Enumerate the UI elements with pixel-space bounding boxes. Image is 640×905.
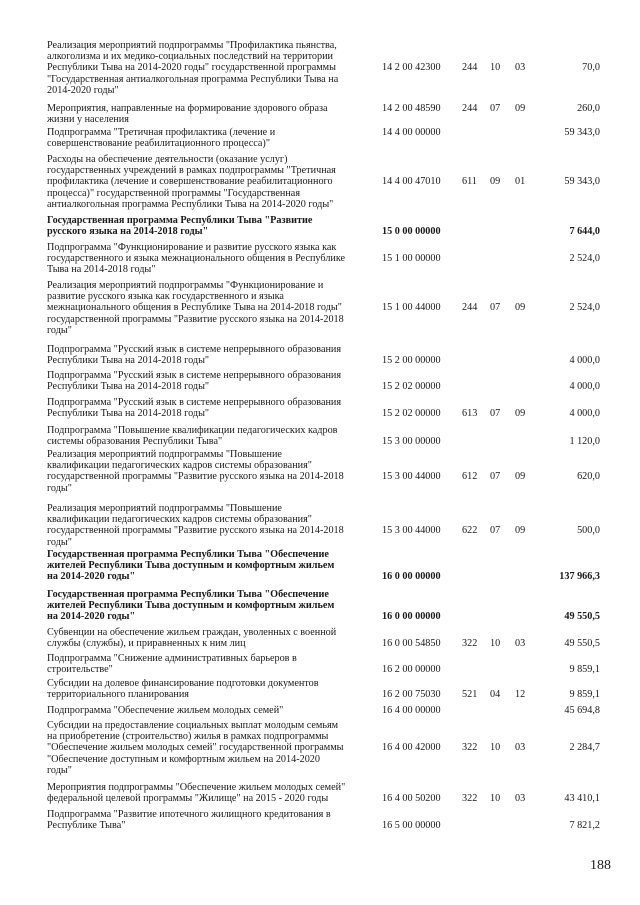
row-amount: 260,0 <box>577 103 600 114</box>
row-expense-type: 322 <box>462 638 478 650</box>
row-description: Подпрограмма "Развитие ипотечного жилищного кредитования в Республике Тыва" <box>47 809 331 832</box>
row-subsection: 09 <box>515 302 526 314</box>
row-code: 16 0 00 00000 <box>382 571 441 583</box>
row-subsection: 03 <box>515 793 526 805</box>
row-amount: 2 524,0 <box>569 302 600 314</box>
row-code: 16 2 00 00000 <box>382 664 441 676</box>
row-expense-type: 244 <box>462 62 478 74</box>
row-section: 10 <box>490 638 501 650</box>
row-description: Реализация мероприятий подпрограммы "Повышение квалификации педагогических кадров системы образования" государственной программы "Развитие русского языка на 2014-2018 годы" <box>47 449 344 494</box>
row-description: Государственная программа Республики Тыва "Обеспечение жителей Республики Тыва доступным и комфортным жильем на 2014-2020 годы" <box>47 589 335 623</box>
row-subsection: 03 <box>515 638 526 650</box>
row-amount: 49 550,5 <box>564 638 600 650</box>
row-description: Мероприятия подпрограммы "Обеспечение жильем молодых семей" федеральной целевой программы "Жилище" на 2015 - 2020 годы <box>47 782 346 805</box>
row-description: Мероприятия, направленные на формирование здорового образа жизни у населения <box>47 103 328 126</box>
row-code: 14 2 00 42300 <box>382 62 441 74</box>
row-amount: 2 284,7 <box>569 742 600 754</box>
row-code: 15 3 00 44000 <box>382 471 441 483</box>
row-amount: 4 000,0 <box>569 408 600 420</box>
row-code: 14 4 00 47010 <box>382 176 441 188</box>
row-amount: 49 550,5 <box>564 611 600 623</box>
row-subsection: 09 <box>515 471 526 483</box>
row-subsection: 09 <box>515 103 526 114</box>
row-description: Подпрограмма "Русский язык в системе непрерывного образования Республики Тыва на 2014-2018 годы" <box>47 344 342 367</box>
row-code: 15 2 00 00000 <box>382 355 441 367</box>
row-code: 16 5 00 00000 <box>382 820 441 832</box>
row-amount: 1 120,0 <box>569 436 600 448</box>
row-description: Подпрограмма "Повышение квалификации педагогических кадров системы образования Республики Тыва" <box>47 425 338 448</box>
row-description: Субвенции на обеспечение жильем граждан, уволенных с военной службы (службы), и приравненных к ним лиц <box>47 627 337 650</box>
row-description: Подпрограмма "Снижение административных барьеров в строительстве" <box>47 653 297 676</box>
row-section: 07 <box>490 408 501 420</box>
row-amount: 59 343,0 <box>564 127 600 138</box>
row-description: Подпрограмма "Русский язык в системе непрерывного образования Республики Тыва на 2014-2018 годы" <box>47 370 342 393</box>
row-code: 16 4 00 00000 <box>382 705 441 716</box>
row-code: 16 0 00 00000 <box>382 611 441 623</box>
row-description: Подпрограмма "Третичная профилактика (лечение и совершенствование реабилитационного процесса)" <box>47 127 276 150</box>
row-description: Подпрограмма "Функционирование и развитие русского языка как государственного и языка межнационального общения в Республике Тыва на 2014-2018 годы" <box>47 242 346 276</box>
row-code: 15 3 00 44000 <box>382 525 441 537</box>
row-description: Реализация мероприятий подпрограммы "Профилактика пьянства, алкоголизма и их медико-социальных последствий на территории Республики Тыва на 2014-2020 годы" государственной программы "Государственная антиалкогольная программа Республики Тыва на 2014-2020 годы" <box>47 40 339 96</box>
row-amount: 4 000,0 <box>569 381 600 393</box>
page-number: 188 <box>590 858 611 873</box>
row-subsection: 09 <box>515 525 526 537</box>
row-amount: 9 859,1 <box>569 689 600 701</box>
row-expense-type: 622 <box>462 525 478 537</box>
row-amount: 7 821,2 <box>569 820 600 832</box>
row-amount: 137 966,3 <box>559 571 600 583</box>
row-description: Реализация мероприятий подпрограммы "Повышение квалификации педагогических кадров системы образования" государственной программы "Развитие русского языка на 2014-2018 годы" <box>47 503 344 548</box>
row-amount: 2 524,0 <box>569 253 600 265</box>
row-amount: 7 644,0 <box>569 226 600 238</box>
row-section: 10 <box>490 793 501 805</box>
row-description: Расходы на обеспечение деятельности (оказание услуг) государственных учреждений в рамках подпрограммы "Третичная профилактика (лечение и совершенствование реабилитационного процесса)" государственной программы "Государственная антиалкогольная программа Республики Тыва на 2014-2020 годы" <box>47 154 336 210</box>
row-code: 16 4 00 42000 <box>382 742 441 754</box>
row-expense-type: 322 <box>462 793 478 805</box>
row-code: 16 2 00 75030 <box>382 689 441 701</box>
row-description: Субсидии на предоставление социальных выплат молодым семьям на приобретение (строительство) жилья в рамках подпрограммы "Обеспечение жильем молодых семей" государственной программы "Обеспечение доступным и комфортным жильем на 2014-2020 годы" <box>47 720 344 776</box>
row-amount: 4 000,0 <box>569 355 600 367</box>
row-section: 07 <box>490 103 501 114</box>
row-code: 15 3 00 00000 <box>382 436 441 448</box>
row-subsection: 09 <box>515 408 526 420</box>
row-description: Субсидии на долевое финансирование подготовки документов территориального планирования <box>47 678 319 701</box>
row-description: Государственная программа Республики Тыва "Развитие русского языка на 2014-2018 годы" <box>47 215 313 238</box>
row-expense-type: 322 <box>462 742 478 754</box>
row-section: 10 <box>490 742 501 754</box>
row-amount: 500,0 <box>577 525 600 537</box>
row-section: 09 <box>490 176 501 188</box>
row-amount: 620,0 <box>577 471 600 483</box>
row-subsection: 01 <box>515 176 526 188</box>
row-amount: 43 410,1 <box>564 793 600 805</box>
row-subsection: 03 <box>515 742 526 754</box>
row-section: 07 <box>490 471 501 483</box>
row-expense-type: 521 <box>462 689 478 701</box>
row-expense-type: 244 <box>462 103 478 114</box>
row-expense-type: 244 <box>462 302 478 314</box>
row-amount: 45 694,8 <box>564 705 600 716</box>
row-code: 14 2 00 48590 <box>382 103 441 114</box>
row-section: 10 <box>490 62 501 74</box>
row-subsection: 03 <box>515 62 526 74</box>
row-code: 15 0 00 00000 <box>382 226 441 238</box>
row-amount: 59 343,0 <box>564 176 600 188</box>
row-code: 16 0 00 54850 <box>382 638 441 650</box>
row-description: Реализация мероприятий подпрограммы "Функционирование и развитие русского языка как государственного и языка межнационального общения в Республике Тыва на 2014-2018 годы" государственной программы "Развитие русского языка на 2014-2018 годы" <box>47 280 344 336</box>
row-code: 14 4 00 00000 <box>382 127 441 138</box>
row-section: 04 <box>490 689 501 701</box>
row-description: Подпрограмма "Обеспечение жильем молодых семей" <box>47 705 284 716</box>
row-code: 16 4 00 50200 <box>382 793 441 805</box>
row-expense-type: 612 <box>462 471 478 483</box>
row-code: 15 2 02 00000 <box>382 408 441 420</box>
row-amount: 70,0 <box>582 62 600 74</box>
row-expense-type: 611 <box>462 176 477 188</box>
row-code: 15 2 02 00000 <box>382 381 441 393</box>
row-amount: 9 859,1 <box>569 664 600 676</box>
row-code: 15 1 00 00000 <box>382 253 441 265</box>
row-description: Подпрограмма "Русский язык в системе непрерывного образования Республики Тыва на 2014-2018 годы" <box>47 397 342 420</box>
row-description: Государственная программа Республики Тыва "Обеспечение жителей Республики Тыва доступным и комфортным жильем на 2014-2020 годы" <box>47 549 335 583</box>
row-code: 15 1 00 44000 <box>382 302 441 314</box>
row-expense-type: 613 <box>462 408 478 420</box>
row-section: 07 <box>490 302 501 314</box>
row-subsection: 12 <box>515 689 526 701</box>
row-section: 07 <box>490 525 501 537</box>
